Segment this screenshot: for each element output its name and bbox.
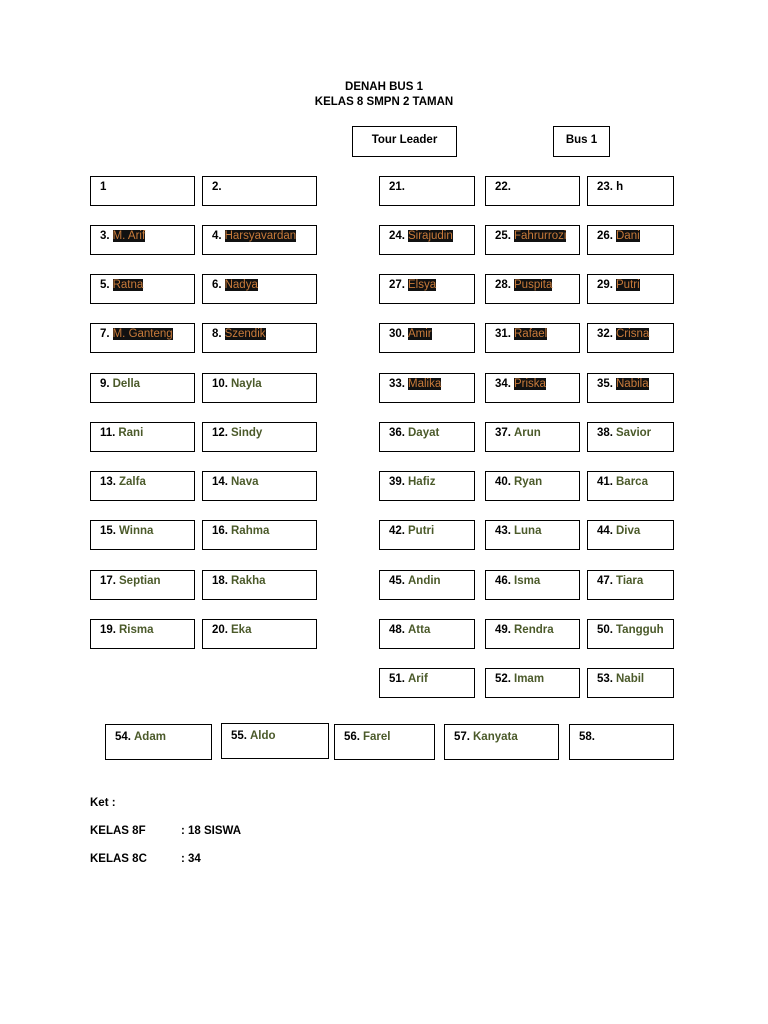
passenger-name: Winna — [119, 525, 154, 537]
seat-number: 37. — [495, 427, 511, 439]
seat-number: 43. — [495, 525, 511, 537]
seat-7 — [202, 225, 317, 255]
seat-33 — [379, 471, 475, 501]
seat-number: 35. — [597, 378, 613, 390]
seat-number: 54. — [115, 731, 131, 743]
seat-23 — [379, 373, 475, 403]
passenger-name: Elsya — [408, 279, 437, 291]
passenger-name: Dayat — [408, 427, 440, 439]
seat-34 — [485, 471, 580, 501]
seat-56 — [334, 724, 435, 760]
seat-number: 16. — [212, 525, 228, 537]
seat-number: 14. — [212, 476, 228, 488]
seat-number: 5. — [100, 279, 110, 291]
seat-52 — [485, 668, 580, 698]
seat-45 — [587, 570, 674, 600]
seat-number: 44. — [597, 525, 613, 537]
seat-number: 52. — [495, 673, 511, 685]
passenger-name: Nayla — [231, 378, 262, 390]
seat-24 — [485, 373, 580, 403]
seat-number: 56. — [344, 731, 360, 743]
seat-27 — [202, 422, 317, 452]
seat-50 — [587, 619, 674, 649]
passenger-name: Malika — [408, 378, 442, 390]
seat-25 — [587, 373, 674, 403]
seat-number: 42. — [389, 525, 405, 537]
seat-6 — [90, 225, 195, 255]
seat-number: 22. — [495, 181, 511, 193]
passenger-name: Risma — [119, 624, 154, 636]
seat-55 — [221, 723, 329, 759]
seat-37 — [202, 520, 317, 550]
seat-number: 49. — [495, 624, 511, 636]
title-line-2: KELAS 8 SMPN 2 TAMAN — [314, 96, 454, 108]
passenger-name: Nadya — [224, 279, 258, 291]
passenger-name: Sirajudin — [408, 230, 453, 242]
seat-number: 47. — [597, 575, 613, 587]
passenger-name: Szendik — [224, 328, 266, 340]
seat-51 — [379, 668, 475, 698]
seat-number: 18. — [212, 575, 228, 587]
seat-number: 40. — [495, 476, 511, 488]
seat-number: 4. — [212, 230, 222, 242]
seat-number: 55. — [231, 730, 247, 742]
seat-30 — [587, 422, 674, 452]
seat-4 — [485, 176, 580, 206]
passenger-name: Aldo — [250, 730, 276, 742]
seat-number: 57. — [454, 731, 470, 743]
passenger-name: Della — [112, 378, 141, 390]
passenger-name: Hafiz — [408, 476, 436, 488]
passenger-name: Atta — [408, 624, 431, 636]
passenger-name: Priska — [514, 378, 546, 390]
passenger-name: Eka — [231, 624, 252, 636]
seat-35 — [587, 471, 674, 501]
seat-53 — [587, 668, 674, 698]
seat-21 — [90, 373, 195, 403]
passenger-name: Farel — [363, 731, 391, 743]
seat-number: 46. — [495, 575, 511, 587]
seat-46 — [90, 619, 195, 649]
passenger-name: Imam — [514, 673, 545, 685]
passenger-name: Dani — [616, 230, 640, 242]
seat-number: 11. — [100, 427, 116, 439]
seat-36 — [90, 520, 195, 550]
seat-number: 23. h — [597, 181, 624, 193]
seat-number: 33. — [389, 378, 405, 390]
seat-number: 10. — [212, 378, 228, 390]
seat-14 — [485, 274, 580, 304]
passenger-name: Arun — [514, 427, 541, 439]
seat-8 — [379, 225, 475, 255]
seat-29 — [485, 422, 580, 452]
seat-number: 13. — [100, 476, 116, 488]
seat-39 — [485, 520, 580, 550]
seat-48 — [379, 619, 475, 649]
seat-number: 30. — [389, 328, 405, 340]
seat-number: 38. — [597, 427, 613, 439]
seat-number: 41. — [597, 476, 613, 488]
passenger-name: Putri — [616, 279, 640, 291]
seat-42 — [202, 570, 317, 600]
passenger-name: M. Arif — [112, 230, 146, 242]
bus-label-box: Bus 1 — [553, 126, 610, 157]
seat-number: 51. — [389, 673, 405, 685]
seat-5 — [587, 176, 674, 206]
passenger-name: Barca — [616, 476, 648, 488]
seat-1 — [90, 176, 195, 206]
seat-number: 29. — [597, 279, 613, 291]
passenger-name: Diva — [616, 525, 641, 537]
seat-38 — [379, 520, 475, 550]
passenger-name: Nabila — [616, 378, 649, 390]
seat-number: 9. — [100, 378, 110, 390]
passenger-name: Ratna — [112, 279, 144, 291]
passenger-name: Puspita — [514, 279, 553, 291]
seat-number: 48. — [389, 624, 405, 636]
ket-8f-value: : 18 SISWA — [181, 825, 242, 837]
ket-8c-label: KELAS 8C — [90, 853, 147, 865]
seat-number: 12. — [212, 427, 228, 439]
passenger-name: Rakha — [231, 575, 266, 587]
title-line-1: DENAH BUS 1 — [345, 81, 423, 93]
seat-number: 28. — [495, 279, 511, 291]
seat-number: 26. — [597, 230, 613, 242]
seat-16 — [90, 323, 195, 353]
seat-49 — [485, 619, 580, 649]
seat-number: 24. — [389, 230, 405, 242]
seat-number: 6. — [212, 279, 222, 291]
passenger-name: Nabil — [616, 673, 645, 685]
passenger-name: Tangguh — [616, 624, 664, 636]
seat-43 — [379, 570, 475, 600]
seat-number: 31. — [495, 328, 511, 340]
ket-8c-value: : 34 — [181, 853, 201, 865]
passenger-name: Isma — [514, 575, 541, 587]
seat-number: 1 — [100, 181, 107, 193]
passenger-name: Harsyavardan — [224, 230, 297, 242]
seat-number: 21. — [389, 181, 405, 193]
seat-2 — [202, 176, 317, 206]
seat-number: 2. — [212, 181, 222, 193]
passenger-name: Arif — [408, 673, 428, 685]
seat-47 — [202, 619, 317, 649]
seat-number: 8. — [212, 328, 222, 340]
seat-10 — [587, 225, 674, 255]
passenger-name: Putri — [408, 525, 435, 537]
passenger-name: Amir — [408, 328, 432, 340]
passenger-name: Fahrurrozi — [514, 230, 567, 242]
seat-11 — [90, 274, 195, 304]
seat-number: 27. — [389, 279, 405, 291]
seat-3 — [379, 176, 475, 206]
seat-15 — [587, 274, 674, 304]
seat-28 — [379, 422, 475, 452]
seat-26 — [90, 422, 195, 452]
passenger-name: Rani — [118, 427, 144, 439]
seat-20 — [587, 323, 674, 353]
seat-57 — [444, 724, 559, 760]
seat-9 — [485, 225, 580, 255]
passenger-name: Andin — [408, 575, 441, 587]
seat-58 — [569, 724, 674, 760]
seat-number: 20. — [212, 624, 228, 636]
passenger-name: Savior — [616, 427, 652, 439]
passenger-name: Rendra — [514, 624, 554, 636]
seat-number: 17. — [100, 575, 116, 587]
passenger-name: Septian — [119, 575, 161, 587]
seat-40 — [587, 520, 674, 550]
seat-number: 32. — [597, 328, 613, 340]
seat-number: 58. — [579, 731, 595, 743]
passenger-name: Tiara — [616, 575, 644, 587]
seat-32 — [202, 471, 317, 501]
seat-18 — [379, 323, 475, 353]
seat-number: 7. — [100, 328, 110, 340]
seat-number: 53. — [597, 673, 613, 685]
seat-17 — [202, 323, 317, 353]
passenger-name: Luna — [514, 525, 542, 537]
seat-12 — [202, 274, 317, 304]
passenger-name: Kanyata — [473, 731, 518, 743]
seat-number: 39. — [389, 476, 405, 488]
seat-number: 3. — [100, 230, 110, 242]
passenger-name: M. Ganteng — [112, 328, 173, 340]
seat-22 — [202, 373, 317, 403]
ket-label: Ket : — [90, 797, 116, 809]
seat-44 — [485, 570, 580, 600]
tour-leader-box: Tour Leader — [352, 126, 457, 157]
seat-number: 25. — [495, 230, 511, 242]
seat-number: 36. — [389, 427, 405, 439]
passenger-name: Crisna — [616, 328, 650, 340]
seat-number: 50. — [597, 624, 613, 636]
seat-13 — [379, 274, 475, 304]
seat-number: 45. — [389, 575, 405, 587]
seat-31 — [90, 471, 195, 501]
seat-19 — [485, 323, 580, 353]
passenger-name: Adam — [134, 731, 166, 743]
passenger-name: Rahma — [231, 525, 270, 537]
seat-number: 34. — [495, 378, 511, 390]
seat-54 — [105, 724, 212, 760]
seat-number: 19. — [100, 624, 116, 636]
passenger-name: Nava — [231, 476, 259, 488]
passenger-name: Sindy — [231, 427, 263, 439]
seat-41 — [90, 570, 195, 600]
passenger-name: Rafael — [514, 328, 548, 340]
passenger-name: Ryan — [514, 476, 543, 488]
passenger-name: Zalfa — [119, 476, 146, 488]
seat-number: 15. — [100, 525, 116, 537]
ket-8f-label: KELAS 8F — [90, 825, 146, 837]
